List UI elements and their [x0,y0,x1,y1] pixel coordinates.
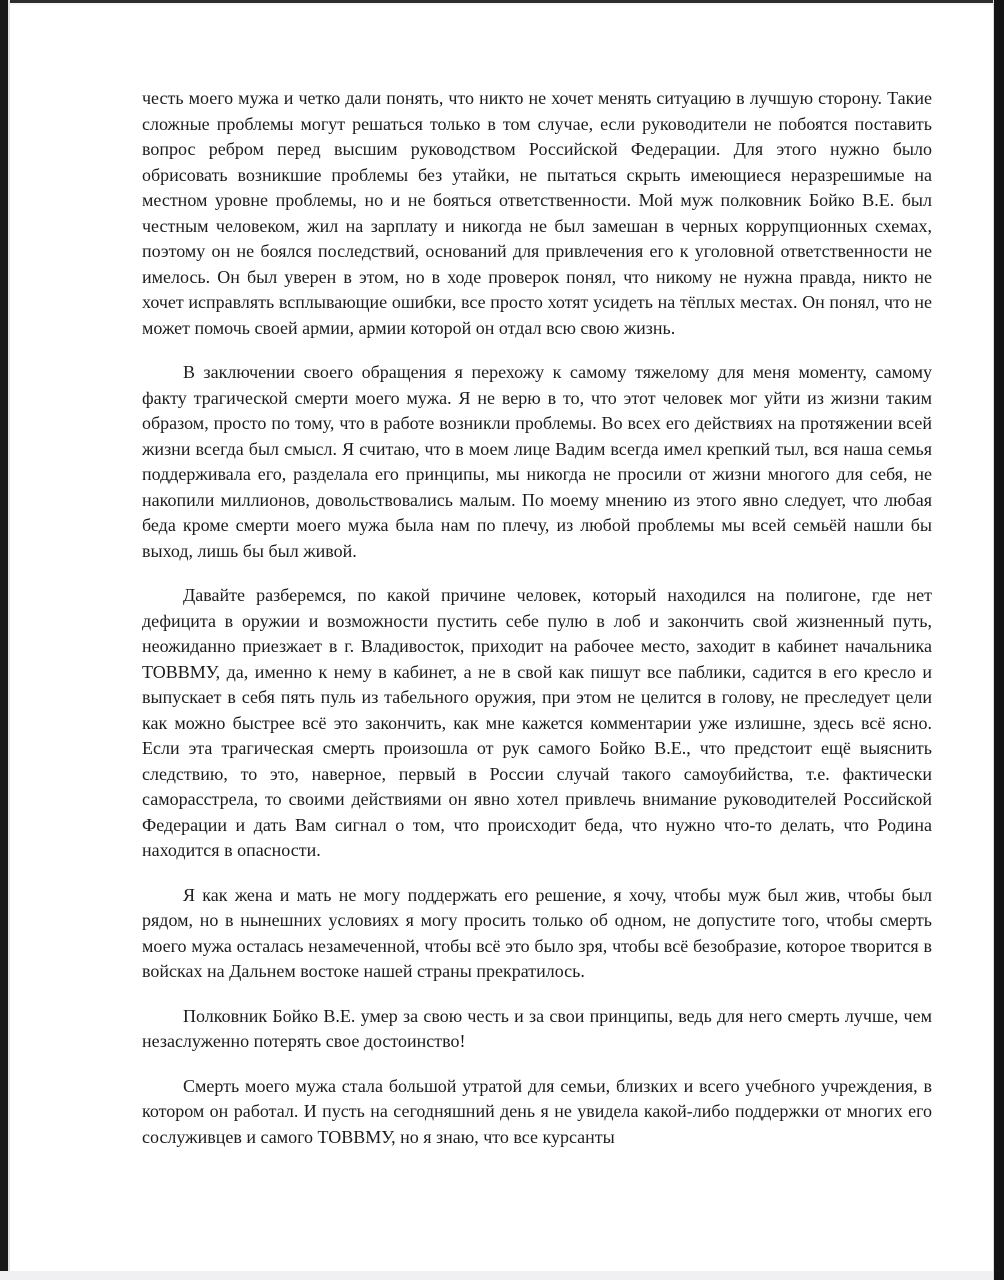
paragraph-continuation: честь моего мужа и четко дали понять, что никто не хочет менять ситуацию в лучшую сторону. Такие сложные проблемы могут решаться только в том случае, если руководители не побоятся поставить вопрос ребром перед высшим руководством Российской Федерации. Для этого нужно было обрисовать возникшие проблемы без утайки, не пытаться скрыть имеющиеся неразрешимые на местном уровне проблемы, но и не бояться ответственности. Мой муж полковник Бойко В.Е. был честным человеком, жил на зарплату и никогда не был замешан в черных коррупционных схемах, поэтому он не боялся последствий, оснований для привлечения его к уголовной ответственности не имелось. Он был уверен в этом, но в ходе проверок понял, что никому не нужна правда, никто не хочет исправлять всплывающие ошибки, все просто хотят усидеть на тёплых местах. Он понял, что не может помочь своей армии, армии которой он отдал всю свою жизнь. [142,88,932,338]
paragraph-conclusion-intro: В заключении своего обращения я перехожу к самому тяжелому для меня моменту, самому факту трагической смерти моего мужа. Я не верю в то, что этот человек мог уйти из жизни таким образом, просто по тому, что в работе возникли проблемы. Во всех его действиях на протяжении всей жизни всегда был смысл. Я считаю, что в моем лице Вадим всегда имел крепкий тыл, вся наша семья поддерживала его, разделала его принципы, мы никогда не просили от жизни многого для себя, не накопили миллионов, довольствовались малым. По моему мнению из этого явно следует, что любая беда кроме смерти моего мужа была нам по плечу, из любой проблемы мы всей семьёй нашли бы выход, лишь бы был живой. [142,362,932,561]
scan-edge-bottom [0,1271,993,1280]
paragraph-appeal: Я как жена и мать не могу поддержать его решение, я хочу, чтобы муж был жив, чтобы был рядом, но в нынешних условиях я могу просить только об одном, не допустите того, чтобы смерть моего мужа осталась незамеченной, чтобы всё это было зря, чтобы всё безобразие, которое творится в войсках на Дальнем востоке нашей страны прекратилось. [142,884,932,981]
scan-edge-right [993,0,1004,1280]
paragraph-loss: Смерть моего мужа стала большой утратой для семьи, близких и всего учебного учреждения, в котором он работал. И пусть на сегодняшний день я не увидела какой-либо поддержки от многих его сослуживцев и самого ТОВВМУ, но я знаю, что все курсанты [142,1075,932,1147]
paragraph-circumstances: Давайте разберемся, по какой причине человек, который находился на полигоне, где нет дефицита в оружии и возможности пустить себе пулю в лоб и закончить свой жизненный путь, неожиданно приезжает в г. Владивосток, приходит на рабочее место, заходит в кабинет начальника ТОВВМУ, да, именно к нему в кабинет, а не в свой как пишут все паблики, садится в его кресло и выпускает в себя пять пуль из табельного оружия, при этом не целится в голову, не преследует цели как можно быстрее всё это закончить, как мне кажется комментарии уже излишне, здесь всё ясно. Если эта трагическая смерть произошла от рук самого Бойко В.Е., что предстоит ещё выяснить следствию, то это, наверное, первый в России случай такого самоубийства, т.е. фактически саморасстрела, то своими действиями он явно хотел привлечь внимание руководителей Российской Федерации и дать Вам сигнал о том, что происходит беда, что нужно что-то делать, что Родина находится в опасности. [142,585,932,860]
scan-edge-top [0,0,994,5]
scan-edge-left [0,0,10,1280]
letter-text-block [142,86,932,1150]
paragraph-honor: Полковник Бойко В.Е. умер за свою честь и за свои принципы, ведь для него смерть лучше, чем незаслуженно потерять свое достоинство! [142,1005,932,1051]
